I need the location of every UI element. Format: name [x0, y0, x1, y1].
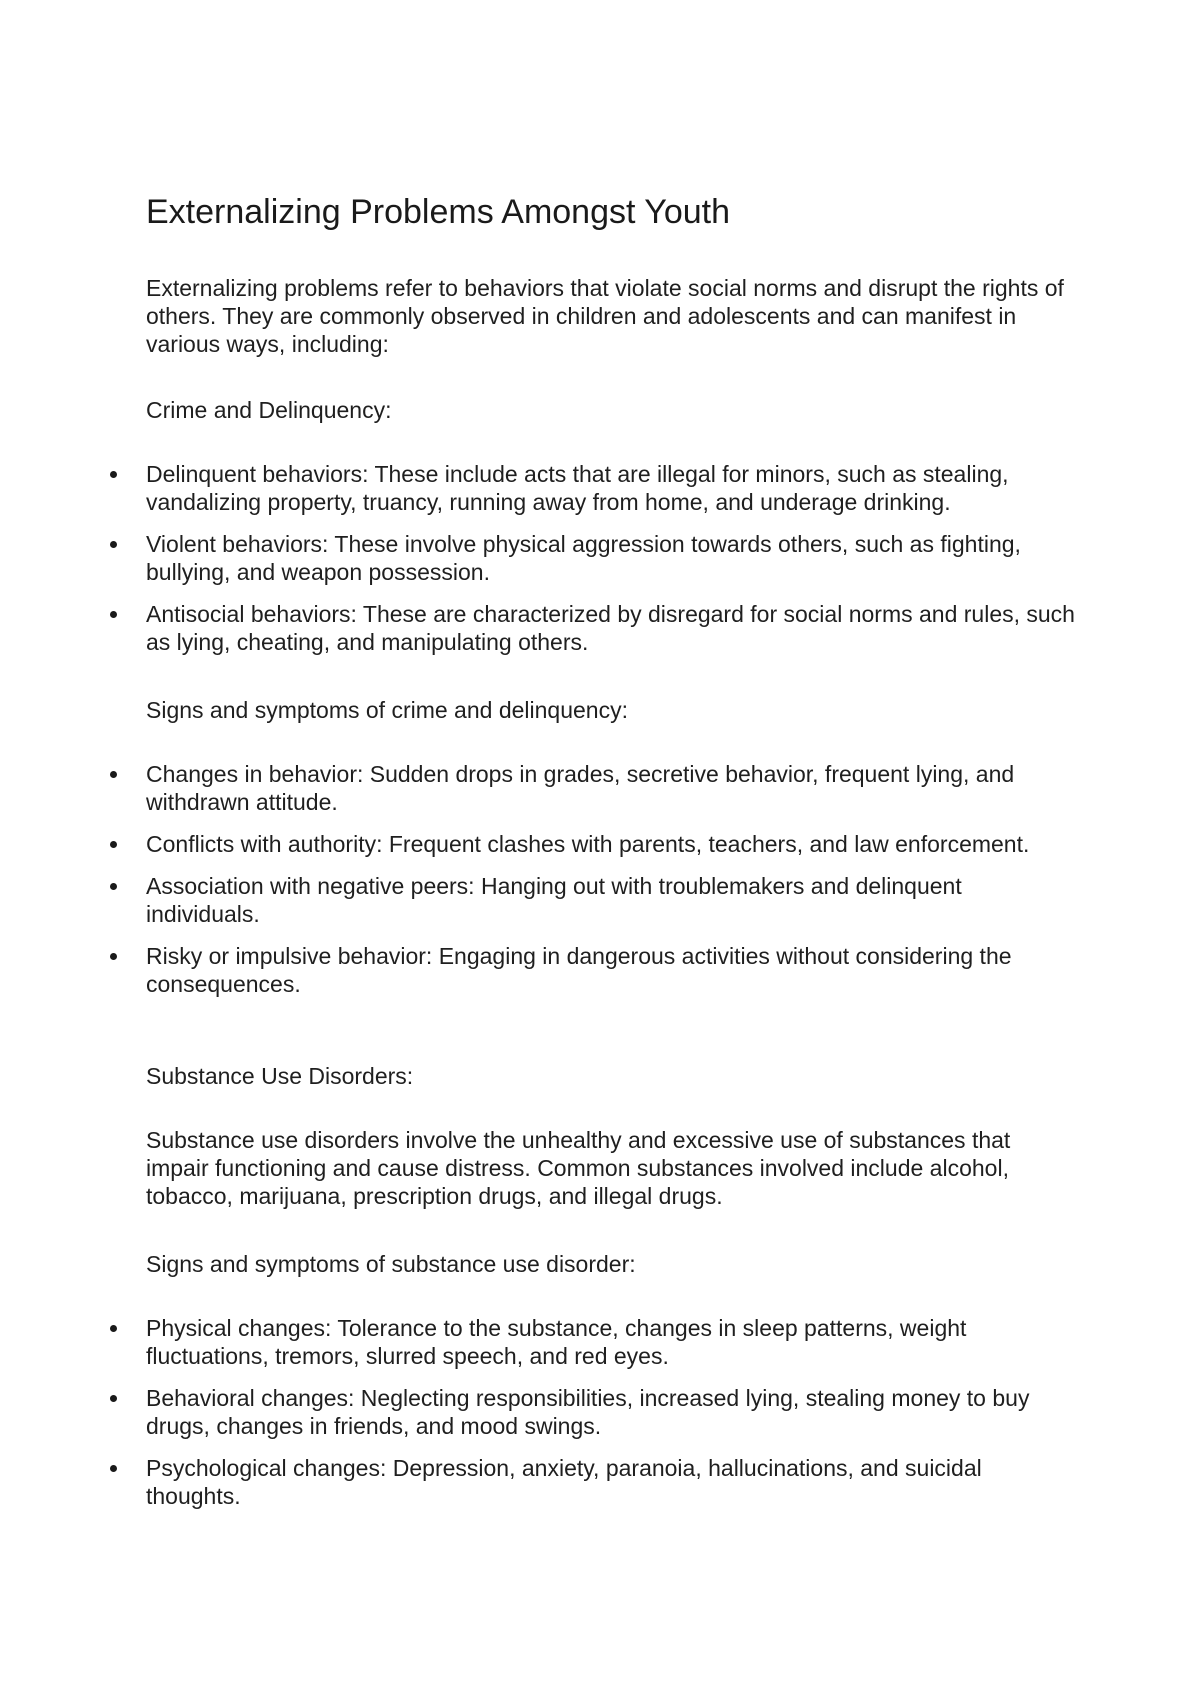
list-item-text: Association with negative peers: Hanging out with troublemakers and delinquent individuals. [146, 873, 962, 927]
list-item [0, 1384, 1076, 1440]
list-item-text: Changes in behavior: Sudden drops in grades, secretive behavior, frequent lying, and withdrawn attitude. [146, 761, 1015, 815]
bullet-icon [110, 541, 117, 548]
section-label-substance: Substance Use Disorders: [146, 1063, 414, 1089]
section-label-crime: Crime and Delinquency: [146, 397, 392, 423]
bullet-icon [110, 841, 117, 848]
list-item-text: Behavioral changes: Neglecting responsibilities, increased lying, stealing money to buy drugs, changes in friends, and mood swings. [146, 1385, 1030, 1439]
bullet-icon [110, 1465, 117, 1472]
page-title: Externalizing Problems Amongst Youth [146, 193, 731, 231]
section-label-substance-signs: Signs and symptoms of substance use disorder: [146, 1251, 636, 1277]
list-item [0, 1314, 1076, 1370]
intro-paragraph: Externalizing problems refer to behaviors that violate social norms and disrupt the rights of others. They are commonly observed in children and adolescents and can manifest in various ways, including: [146, 275, 1064, 357]
section-label-crime-signs: Signs and symptoms of crime and delinquency: [146, 697, 628, 723]
list-item-text: Conflicts with authority: Frequent clashes with parents, teachers, and law enforcement. [146, 831, 1030, 857]
substance-intro-paragraph: Substance use disorders involve the unhealthy and excessive use of substances that impair functioning and cause distress. Common substances involved include alcohol, tobacco, marijuana, prescription drugs, and illegal drugs. [146, 1127, 1011, 1209]
list-item-text: Antisocial behaviors: These are characterized by disregard for social norms and rules, such as lying, cheating, and manipulating others. [146, 601, 1075, 655]
list-item [0, 600, 1076, 656]
bullet-icon [110, 611, 117, 618]
list-item [0, 460, 1076, 516]
list-item-text: Violent behaviors: These involve physical aggression towards others, such as fighting, bullying, and weapon possession. [146, 531, 1021, 585]
list-item [0, 830, 1076, 858]
list-item-text: Risky or impulsive behavior: Engaging in dangerous activities without considering the consequences. [146, 943, 1012, 997]
bullet-icon [110, 771, 117, 778]
bullet-icon [110, 1395, 117, 1402]
list-item [0, 872, 1076, 928]
crime-signs-list [0, 760, 1100, 998]
list-item-text: Delinquent behaviors: These include acts that are illegal for minors, such as stealing, vandalizing property, truancy, running away from home, and underage drinking. [146, 461, 1009, 515]
substance-signs-list [0, 1314, 1100, 1510]
bullet-icon [110, 1325, 117, 1332]
list-item [0, 942, 1076, 998]
bullet-icon [110, 883, 117, 890]
crime-behaviors-list [0, 460, 1100, 656]
list-item [0, 760, 1076, 816]
bullet-icon [110, 471, 117, 478]
bullet-icon [110, 953, 117, 960]
list-item-text: Physical changes: Tolerance to the substance, changes in sleep patterns, weight fluctuations, tremors, slurred speech, and red eyes. [146, 1315, 967, 1369]
list-item [0, 530, 1076, 586]
list-item-text: Psychological changes: Depression, anxiety, paranoia, hallucinations, and suicidal thoughts. [146, 1455, 982, 1509]
list-item [0, 1454, 1076, 1510]
